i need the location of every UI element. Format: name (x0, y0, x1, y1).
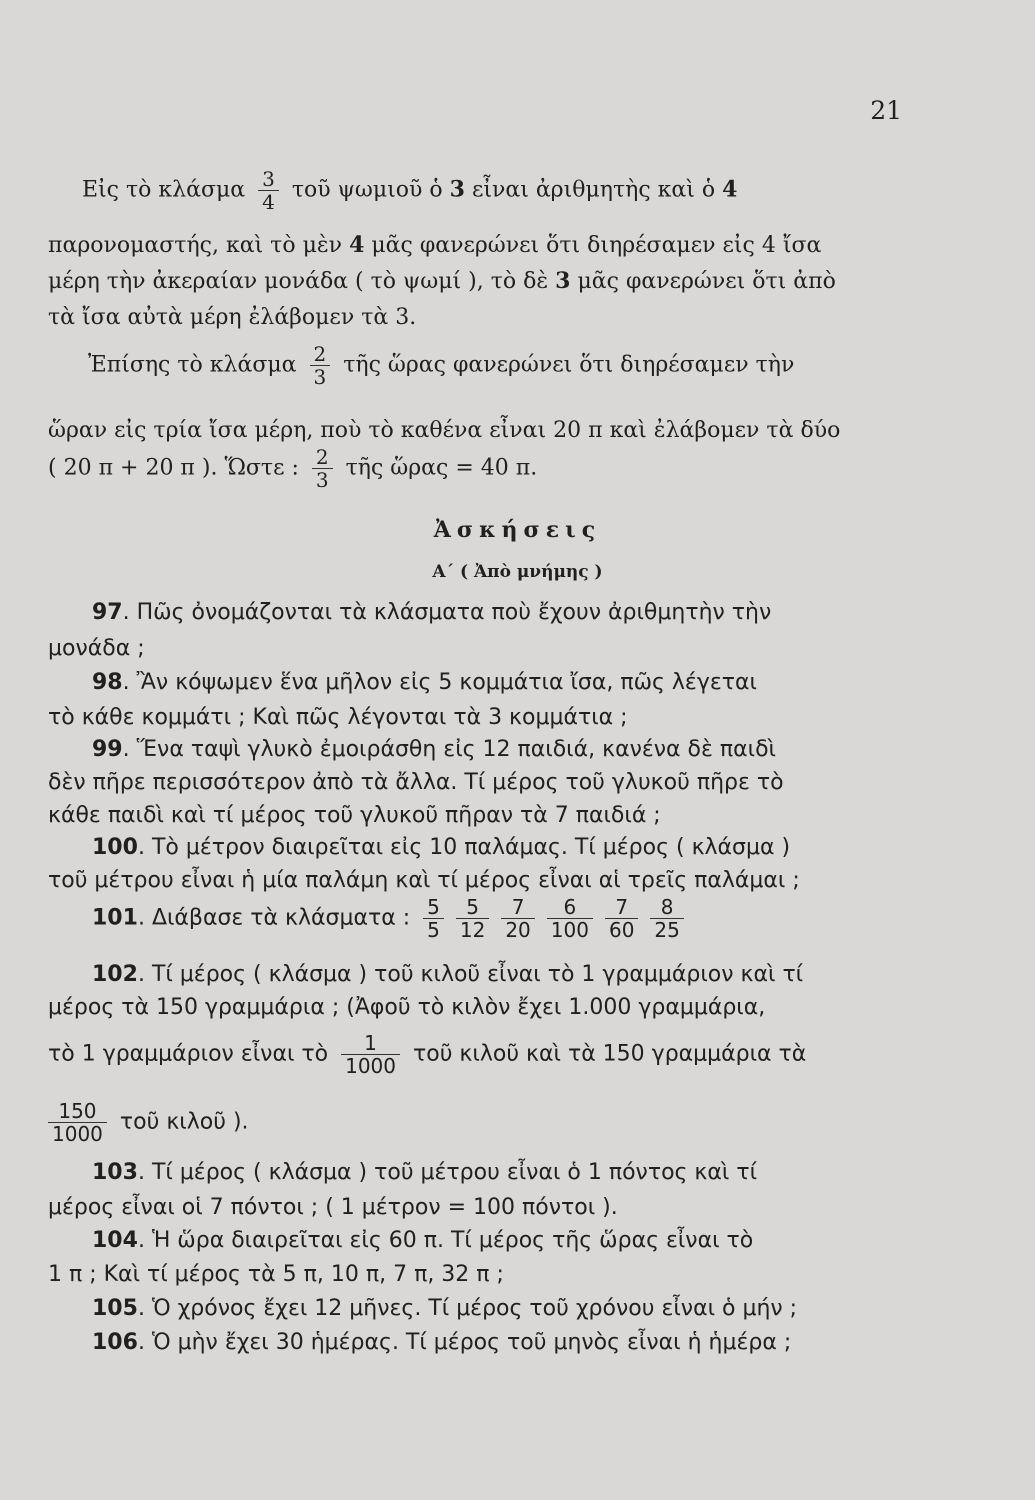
bold-number: 3 (555, 268, 571, 294)
fraction-denominator: 25 (650, 918, 683, 941)
bold-number: 3 (449, 176, 465, 203)
bold-number: 4 (722, 176, 738, 203)
exercise-text: Τὸ μέτρον διαιρεῖται εἰς 10 παλάμας. Τί μέρος ( κλάσμα ) (151, 835, 791, 860)
fraction-numerator: 5 (466, 895, 479, 919)
exercise-98-line-1: 98. Ἂν κόψωμεν ἕνα μῆλον εἰς 5 κομμάτια ἴσα, πῶς λέγεται (92, 670, 757, 695)
exercise-text: Ἡ ὥρα διαιρεῖται εἰς 60 π. Τί μέρος τῆς ὥρας εἶναι τὸ (151, 1228, 754, 1253)
fraction-list (417, 895, 690, 942)
intro-line-2 (48, 232, 907, 258)
intro-text: παρονομαστής, καὶ τὸ μὲν (48, 233, 343, 258)
fraction (650, 896, 683, 941)
exercise-number: 98 (92, 670, 123, 695)
exercise-number: 106 (92, 1330, 138, 1355)
fraction-numerator: 6 (563, 895, 577, 919)
fraction (258, 168, 279, 213)
fraction-denominator: 4 (258, 190, 279, 213)
exercise-103-line-1: 103. Τί μέρος ( κλάσμα ) τοῦ μέτρου εἶναι ὁ 1 πόντος καὶ τί (92, 1160, 758, 1185)
fraction-denominator: 3 (312, 468, 333, 491)
exercise-number: 101 (92, 905, 138, 931)
exercise-97-line-2: μονάδα ; (48, 636, 145, 661)
exercise-102-line-2: μέρος τὰ 150 γραμμάρια ; (Ἀφοῦ τὸ κιλὸν ἔχει 1.000 γραμμάρια, (48, 995, 766, 1020)
fraction-denominator: 3 (310, 365, 331, 388)
intro-text: μέρη τὴν ἀκεραίαν μονάδα ( τὸ ψωμί ), τὸ δὲ (48, 269, 549, 294)
fraction-denominator: 5 (423, 918, 444, 941)
exercise-text: Ὁ χρόνος ἔχει 12 μῆνες. Τί μέρος τοῦ χρόνου εἶναι ὁ μήν ; (151, 1296, 798, 1321)
fraction (310, 343, 331, 388)
intro-line-3 (48, 268, 907, 294)
exercise-number: 100 (92, 835, 138, 860)
intro-line-7 (48, 446, 907, 491)
exercise-text: Ἕνα ταψὶ γλυκὸ ἐμοιράσθη εἰς 12 παιδιά, κανένα δὲ παιδὶ (136, 737, 776, 762)
intro-text: Ἐπίσης τὸ κλάσμα (88, 352, 297, 378)
intro-line-5 (88, 343, 907, 388)
intro-text: μᾶς φανερώνει ὅτι ἀπὸ (577, 269, 836, 294)
exercise-number: 97 (92, 600, 123, 625)
exercise-102-line-1: 102. Τί μέρος ( κλάσμα ) τοῦ κιλοῦ εἶναι τὸ 1 γραμμάριον καὶ τί (92, 962, 804, 987)
exercise-102-line-3 (48, 1032, 907, 1077)
fraction (48, 1100, 107, 1145)
exercise-text: τὸ 1 γραμμάριον εἶναι τὸ (48, 1041, 329, 1067)
fraction (456, 896, 489, 941)
intro-text: εἶναι ἀριθμητὴς καὶ ὁ (471, 177, 716, 203)
fraction-numerator: 8 (660, 895, 674, 919)
exercise-text: τοῦ κιλοῦ καὶ τὰ 150 γραμμάρια τὰ (413, 1041, 807, 1067)
fraction-numerator: 3 (262, 167, 275, 191)
exercise-101-line: 101. Διάβασε τὰ κλάσματα : $\frac{5}{5}$ $\frac{5}{12}$ $\frac{7}{20}$ $\frac{6}{100}$ $\frac{7}{60}$ $\frac{8}{25}$ (92, 896, 907, 941)
exercise-104-line-2: 1 π ; Καὶ τί μέρος τὰ 5 π, 10 π, 7 π, 32 π ; (48, 1262, 504, 1287)
intro-line-6: ὥραν εἰς τρία ἴσα μέρη, ποὺ τὸ καθένα εἶναι 20 π καὶ ἐλάβομεν τὰ δύο (48, 418, 841, 443)
fraction-denominator: 1000 (341, 1054, 400, 1077)
bold-number: 4 (349, 232, 365, 258)
exercise-105-line-1: 105. Ὁ χρόνος ἔχει 12 μῆνες. Τί μέρος τοῦ χρόνου εἶναι ὁ μήν ; (92, 1296, 798, 1321)
fraction (341, 1032, 400, 1077)
exercise-number: 104 (92, 1228, 138, 1253)
fraction (605, 896, 638, 941)
exercise-text: Ἂν κόψωμεν ἕνα μῆλον εἰς 5 κομμάτια ἴσα, πῶς λέγεται (136, 670, 757, 695)
intro-text: τῆς ὥρας = 40 π. (345, 455, 538, 481)
fraction (547, 896, 593, 941)
exercise-text: Τί μέρος ( κλάσμα ) τοῦ μέτρου εἶναι ὁ 1 πόντος καὶ τί (151, 1160, 758, 1185)
exercise-text: τοῦ κιλοῦ ). (119, 1109, 249, 1135)
fraction (423, 896, 444, 941)
intro-line-1 (82, 168, 907, 213)
fraction (501, 896, 534, 941)
exercise-99-line-2: δὲν πῆρε περισσότερον ἀπὸ τὰ ἄλλα. Τί μέρος τοῦ γλυκοῦ πῆρε τὸ (48, 770, 784, 795)
exercise-number: 99 (92, 737, 123, 762)
intro-text: τῆς ὥρας φανερώνει ὅτι διηρέσαμεν τὴν (343, 352, 795, 378)
fraction-numerator: 5 (427, 895, 440, 919)
fraction-denominator: 20 (501, 918, 534, 941)
exercise-text: Τί μέρος ( κλάσμα ) τοῦ κιλοῦ εἶναι τὸ 1 γραμμάριον καὶ τί (151, 962, 804, 987)
exercise-number: 103 (92, 1160, 138, 1185)
intro-text: μᾶς φανερώνει ὅτι διηρέσαμεν εἰς 4 ἴσα (371, 233, 822, 258)
exercise-number: 105 (92, 1296, 138, 1321)
fraction-denominator: 60 (605, 918, 638, 941)
exercise-99-line-1: 99. Ἕνα ταψὶ γλυκὸ ἐμοιράσθη εἰς 12 παιδιά, κανένα δὲ παιδὶ (92, 737, 776, 762)
intro-text: ( 20 π + 20 π ). Ὥστε : (48, 455, 299, 481)
fraction (312, 446, 333, 491)
exercise-text: Ὁ μὴν ἔχει 30 ἡμέρας. Τί μέρος τοῦ μηνὸς εἶναι ἡ ἡμέρα ; (151, 1330, 792, 1355)
intro-line-4: τὰ ἴσα αὐτὰ μέρη ἐλάβομεν τὰ 3. (48, 305, 417, 330)
exercise-104-line-1: 104. Ἡ ὥρα διαιρεῖται εἰς 60 π. Τί μέρος τῆς ὥρας εἶναι τὸ (92, 1228, 754, 1253)
fraction-numerator: 7 (615, 895, 629, 919)
exercise-99-line-3: κάθε παιδὶ καὶ τί μέρος τοῦ γλυκοῦ πῆραν τὰ 7 παιδιά ; (48, 803, 661, 828)
exercise-106-line-1: 106. Ὁ μὴν ἔχει 30 ἡμέρας. Τί μέρος τοῦ μηνὸς εἶναι ἡ ἡμέρα ; (92, 1330, 792, 1355)
intro-text: Εἰς τὸ κλάσμα (82, 177, 246, 203)
fraction-numerator: 150 (58, 1099, 97, 1123)
exercise-text: Διάβασε τὰ κλάσματα : (151, 905, 411, 931)
exercise-text: Πῶς ὀνομάζονται τὰ κλάσματα ποὺ ἔχουν ἀριθμητὴν τὴν (136, 600, 772, 625)
exercise-102-line-4 (48, 1100, 907, 1145)
fraction-denominator: 100 (547, 918, 593, 941)
fraction-denominator: 1000 (48, 1122, 107, 1145)
exercise-number: 102 (92, 962, 138, 987)
fraction-numerator: 2 (313, 342, 327, 366)
fraction-numerator: 1 (364, 1031, 377, 1055)
exercise-103-line-2: μέρος εἶναι οἱ 7 πόντοι ; ( 1 μέτρον = 100 πόντοι ). (48, 1195, 618, 1220)
fraction-numerator: 2 (315, 445, 329, 469)
page-number: 21 (870, 96, 902, 125)
section-heading: Ἀσκήσεις (433, 517, 602, 543)
exercise-98-line-2: τὸ κάθε κομμάτι ; Καὶ πῶς λέγονται τὰ 3 κομμάτια ; (48, 705, 628, 730)
exercise-100-line-1: 100. Τὸ μέτρον διαιρεῖται εἰς 10 παλάμας. Τί μέρος ( κλάσμα ) (92, 835, 791, 860)
intro-text: τοῦ ψωμιοῦ ὁ (291, 177, 443, 203)
exercise-100-line-2: τοῦ μέτρου εἶναι ἡ μία παλάμη καὶ τί μέρος εἶναι αἱ τρεῖς παλάμαι ; (48, 868, 800, 893)
fraction-denominator: 12 (456, 918, 489, 941)
fraction-numerator: 7 (511, 895, 525, 919)
exercise-97-line-1: 97. Πῶς ὀνομάζονται τὰ κλάσματα ποὺ ἔχουν ἀριθμητὴν τὴν (92, 600, 772, 625)
section-subheading: Α΄ ( Ἀπὸ μνήμης ) (432, 562, 603, 582)
